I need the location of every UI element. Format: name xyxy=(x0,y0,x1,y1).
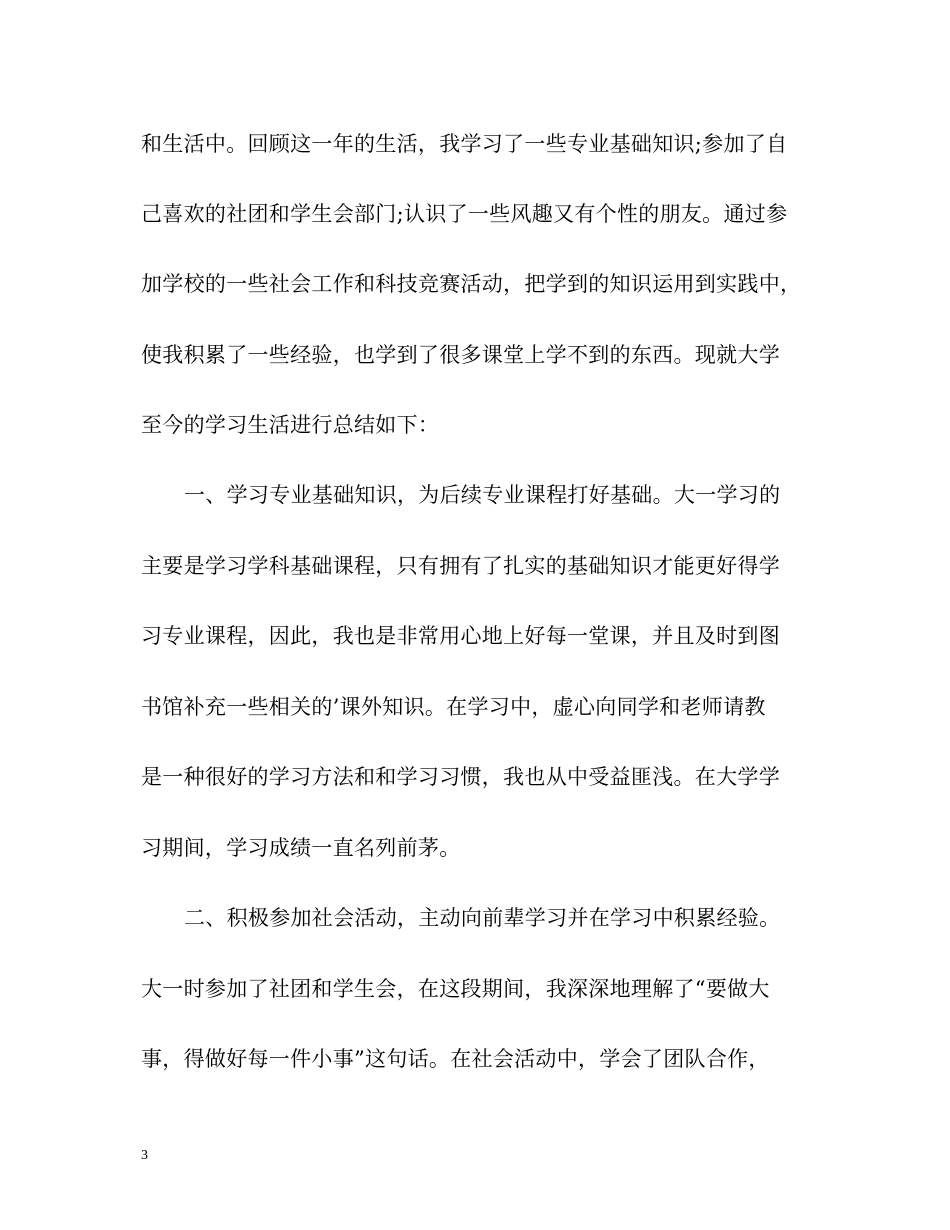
text-line: 书馆补充一些相关的’课外知识。在学习中，虚心向同学和老师请教 xyxy=(141,695,766,719)
text-line: 主要是学习学科基础课程，只有拥有了扎实的基础知识才能更好得学 xyxy=(141,554,780,578)
text-line: 事，得做好每一件小事”这句话。在社会活动中，学会了团队合作， xyxy=(141,1047,770,1071)
text-line: 使我积累了一些经验，也学到了很多课堂上学不到的东西。现就大学 xyxy=(141,343,780,367)
text-line: 己喜欢的社团和学生会部门;认识了一些风趣又有个性的朋友。通过参 xyxy=(141,202,788,226)
paragraph-one-start: 一、学习专业基础知识，为后续专业课程打好基础。大一学习的 xyxy=(184,483,781,507)
paragraph-two-start: 二、积极参加社会活动，主动向前辈学习并在学习中积累经验。 xyxy=(184,906,781,930)
text-line: 至今的学习生活进行总结如下： xyxy=(141,413,440,437)
text-line: 大一时参加了社团和学生会，在这段期间，我深深地理解了“要做大 xyxy=(141,977,770,1001)
page-number: 3 xyxy=(141,1148,148,1163)
text-line: 加学校的一些社会工作和科技竞赛活动，把学到的知识运用到实践中， xyxy=(141,272,802,296)
text-line: 是一种很好的学习方法和和学习习惯，我也从中受益匪浅。在大学学 xyxy=(141,765,780,789)
text-line: 习专业课程，因此，我也是非常用心地上好每一堂课，并且及时到图 xyxy=(141,624,780,648)
text-line: 和生活中。回顾这一年的生活，我学习了一些专业基础知识;参加了自 xyxy=(141,132,788,156)
text-line: 习期间，学习成绩一直名列前茅。 xyxy=(141,836,461,860)
